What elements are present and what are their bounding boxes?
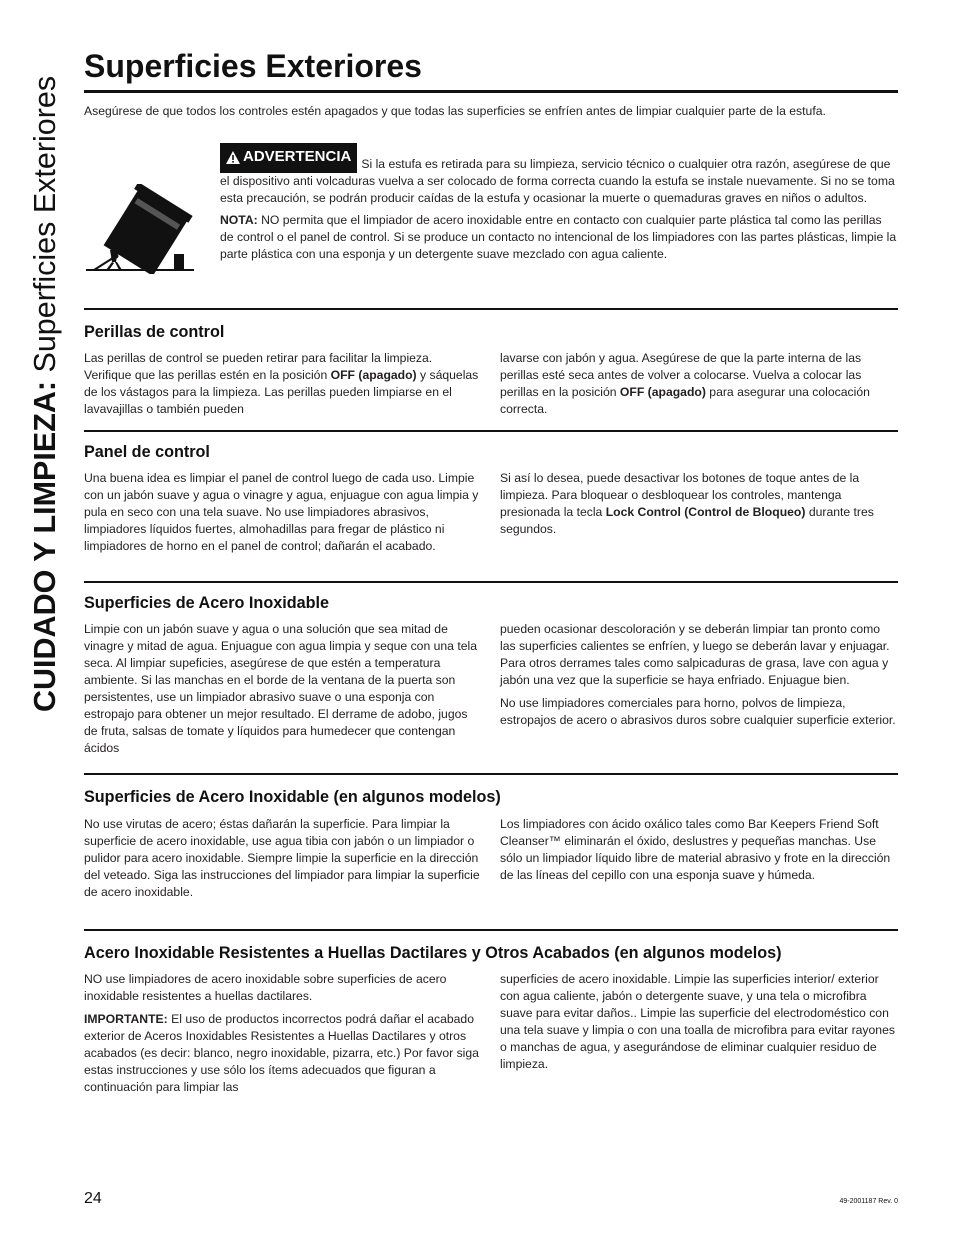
warning-triangle-icon: [226, 151, 240, 164]
nota-paragraph: [220, 212, 898, 263]
side-tab-bold: CUIDADO Y LIMPIEZA:: [28, 380, 62, 712]
section-title-perillas: Perillas de control: [84, 323, 225, 341]
panel-left-text: Una buena idea es limpiar el panel de control luego de cada uso. Limpie con un jabón suave y agua o vinagre y agua, enjuague con agua limpia y pula en seco con una tela suave. No use limpiadores abrasivos, limpiadores líquidos fuertes, almohadillas para fregar de plástico ni limpiadores de horno en el panel de control; dañarán el acabado.: [84, 471, 479, 553]
page-title: Superficies Exteriores: [84, 48, 422, 84]
perillas-left-text: Las perillas de control se pueden retirar para facilitar la limpieza. Verifique que las perillas estén en la posición OFF (apagado) y sáquelas de los vástagos para la limpieza. Las perillas pueden limpiarse en el lavavajillas o también pueden: [84, 351, 479, 416]
page-number: 24: [84, 1190, 102, 1207]
section-divider: [84, 773, 898, 775]
side-tab-text: [28, 52, 62, 712]
perillas-right-text: lavarse con jabón y agua. Asegúrese de que la parte interna de las perillas esté seca antes de volver a colocarse. Vuelva a colocar las perillas en la posición OFF (apagado) para asegurar una colocación correcta.: [500, 351, 870, 416]
acero-modelos-right-text: Los limpiadores con ácido oxálico tales como Bar Keepers Friend Soft Cleanser™ eliminarán el óxido, deslustres y pequeñas manchas. Use sólo un limpiador líquido libre de material abrasivo y frote en la dirección de las líneas del cepillo con una esponja suave y húmeda.: [500, 817, 891, 882]
section-divider: [84, 308, 898, 310]
acero-right-text: pueden ocasionar descoloración y se deberán limpiar tan pronto como las superficies calientes se enfríen, y luego se deberán lavar y enjuagar. Para otros derrames tales como salpicaduras de grasa, lave con agua y jabón una vez que la superficie se haya enfriado. Enjuague bien. No use limpiadores comerciales para horno, polvos de limpieza, estropajos de acero o abrasivos duros sobre cualquier superficie exterior.: [500, 622, 896, 727]
nota-label: NOTA:: [220, 213, 258, 227]
section-divider: [84, 430, 898, 432]
section-divider: [84, 581, 898, 583]
acero-left-text: Limpie con un jabón suave y agua o una solución que sea mitad de vinagre y mitad de agua. Enjuague con agua limpia y seque con una tela seca. Al limpiar supeficies, asegúrese de que estén a temperatura ambiente. Si las manchas en el borde de la ventana de la puerta son persistentes, use un limpiador abrasivo suave o una esponja con estropajo para obtener un mejor resultado. El derrame de adobo, jugos de fruta, salsas de tomate y líquidos para humedecer que contengan ácidos: [84, 622, 477, 755]
section-divider: [84, 929, 898, 931]
document-code: 49-2001187 Rev. 0: [839, 1198, 898, 1205]
intro-text: Asegúrese de que todos los controles estén apagados y que todas las superficies se enfríen antes de limpiar cualquier parte de la estufa.: [84, 104, 826, 118]
side-tab-normal: Superficies Exteriores: [28, 75, 62, 381]
warning-block: [220, 143, 898, 263]
section-title-panel: Panel de control: [84, 443, 210, 461]
huellas-left-text: NO use limpiadores de acero inoxidable sobre superficies de acero inoxidable resistentes a huellas dactilares. IMPORTANTE: El uso de productos incorrectos podrá dañar el acabado exterior de Aceros Inoxidables Resistentes a Huellas Dactilares y otros acabados (es decir: blanco, negro inoxidable, pizarra, etc.) Por favor siga estas instrucciones y use sólo los ítems adecuados que figuran a continuación para limpiar las: [84, 972, 479, 1094]
panel-right-text: Si así lo desea, puede desactivar los botones de toque antes de la limpieza. Para bloquear o desbloquear los controles, mantenga presionada la tecla Lock Control (Control de Bloqueo) durante tres segundos.: [500, 471, 874, 536]
section-title-huellas: Acero Inoxidable Resistentes a Huellas Dactilares y Otros Acabados (en algunos modelos): [84, 944, 782, 962]
tip-over-warning-illustration: [86, 184, 194, 274]
acero-modelos-left-text: No use virutas de acero; éstas dañarán la superficie. Para limpiar la superficie de acero inoxidable, use agua tibia con jabón o un limpiador o pulidor para acero inoxidable. Siempre limpie la superficie en la dirección del veteado. Siga las instrucciones del limpiador para limpiar la superficie de acero inoxidable.: [84, 817, 480, 899]
title-rule: [84, 90, 898, 93]
warning-badge-label: ADVERTENCIA: [243, 148, 352, 165]
warning-text: Si la estufa es retirada para su limpieza, servicio técnico o cualquier otra razón, asegúrese de que el dispositivo anti volcaduras vuelva a ser colocado de forma correcta cuando la estufa se instale nuevamente. Si no se toma esta precaución, se podrán producir caídas de la estufa y ocasionar la muerte o quemaduras graves en niños o adultos.: [220, 157, 895, 205]
section-title-acero: Superficies de Acero Inoxidable: [84, 594, 329, 612]
nota-text: NO permita que el limpiador de acero inoxidable entre en contacto con cualquier parte plástica tal como las perillas de control o el panel de control. Si se produce un contacto no intencional de los limpiadores con las partes plásticas, limpie la parte plástica con una esponja y un detergente suave mezclado con agua caliente.: [220, 213, 897, 261]
warning-badge: [220, 143, 357, 173]
huellas-right-text: superficies de acero inoxidable. Limpie las superficies interior/ exterior con agua caliente, jabón o detergente suave, y una tela o microfibra suave para evitar daños.. Limpie las superficie del electrodoméstico con una tela suave y limpia o con una toalla de microfibra para evitar rayones o manchas de agua, y asegurándose de eliminar cualquier residuo de limpieza.: [500, 972, 895, 1071]
section-title-acero-modelos: Superficies de Acero Inoxidable (en algunos modelos): [84, 788, 501, 806]
side-tab: [28, 52, 62, 712]
